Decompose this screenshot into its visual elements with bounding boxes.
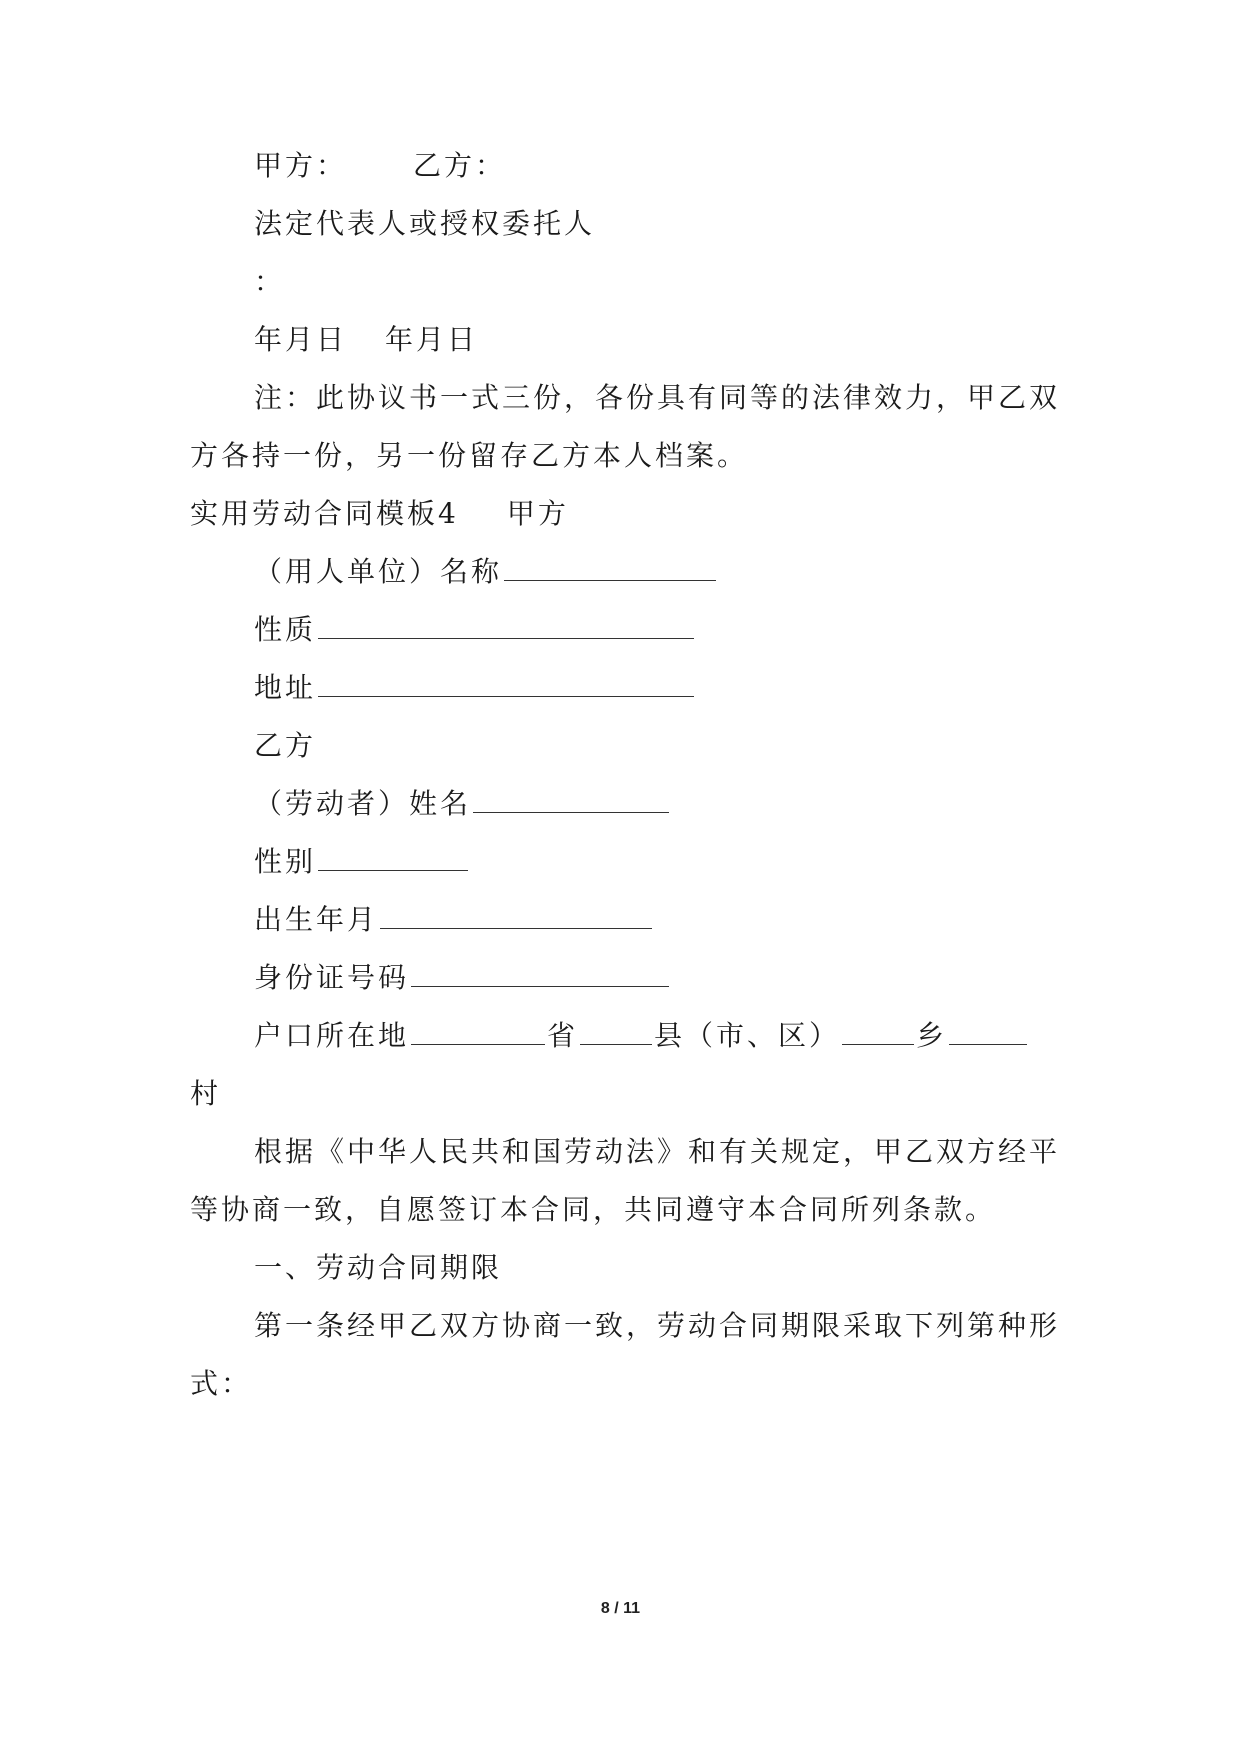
birth-label: 出生年月 <box>254 903 379 936</box>
template-party-a: 甲方 <box>506 497 569 530</box>
article-1-line-1: 第一条经甲乙双方协商一致，劳动合同期限采取下列第种形 <box>254 1309 1061 1342</box>
note-line-2: 方各持一份，另一份留存乙方本人档案。 <box>190 439 749 472</box>
id-number-field <box>254 960 671 996</box>
section-1-heading: 一、劳动合同期限 <box>254 1251 503 1284</box>
nature-label: 性质 <box>254 613 317 646</box>
hukou-blank-1 <box>411 1018 545 1045</box>
birth-blank <box>380 902 652 929</box>
gender-blank <box>318 844 468 871</box>
address-blank <box>318 670 694 697</box>
hukou-field <box>254 1018 1029 1054</box>
hukou-blank-2 <box>580 1018 652 1045</box>
date-b: 年月日 <box>385 323 479 356</box>
party-b-label: 乙方： <box>413 149 507 182</box>
legal-rep-label: 法定代表人或授权委托人 <box>254 207 596 240</box>
township-label: 乡 <box>916 1019 948 1052</box>
hukou-blank-3 <box>842 1018 914 1045</box>
date-a: 年月日 <box>254 323 348 356</box>
template-title-row <box>190 496 569 532</box>
birth-field <box>254 902 654 938</box>
address-field <box>254 670 696 706</box>
province-label: 省 <box>547 1019 579 1052</box>
party-a-label: 甲方： <box>254 149 348 182</box>
signature-row <box>254 148 506 184</box>
nature-blank <box>318 612 694 639</box>
hukou-label: 户口所在地 <box>254 1019 410 1052</box>
page-number: 8 / 11 <box>600 1600 641 1617</box>
id-number-blank <box>411 960 669 987</box>
worker-name-field <box>254 786 671 822</box>
article-1-line-2: 式： <box>190 1367 253 1400</box>
worker-name-blank <box>473 786 669 813</box>
employer-name-field <box>254 554 718 590</box>
nature-field <box>254 612 696 648</box>
gender-label: 性别 <box>254 845 317 878</box>
gender-field <box>254 844 470 880</box>
address-label: 地址 <box>254 671 317 704</box>
hukou-blank-4 <box>949 1018 1027 1045</box>
basis-line-2: 等协商一致，自愿签订本合同，共同遵守本合同所列条款。 <box>190 1193 997 1226</box>
template-title: 实用劳动合同模板4 <box>190 497 459 530</box>
worker-name-label: （劳动者）姓名 <box>254 787 472 820</box>
id-number-label: 身份证号码 <box>254 961 410 994</box>
county-label: 县（市、区） <box>654 1019 841 1052</box>
party-b-heading: 乙方 <box>254 729 317 762</box>
colon-line: ： <box>254 265 286 298</box>
employer-name-blank <box>504 554 716 581</box>
date-row <box>254 322 478 358</box>
employer-name-label: （用人单位）名称 <box>254 555 503 588</box>
note-line-1: 注：此协议书一式三份，各份具有同等的法律效力，甲乙双 <box>254 381 1061 414</box>
basis-line-1: 根据《中华人民共和国劳动法》和有关规定，甲乙双方经平 <box>254 1135 1061 1168</box>
village-label: 村 <box>190 1077 222 1110</box>
